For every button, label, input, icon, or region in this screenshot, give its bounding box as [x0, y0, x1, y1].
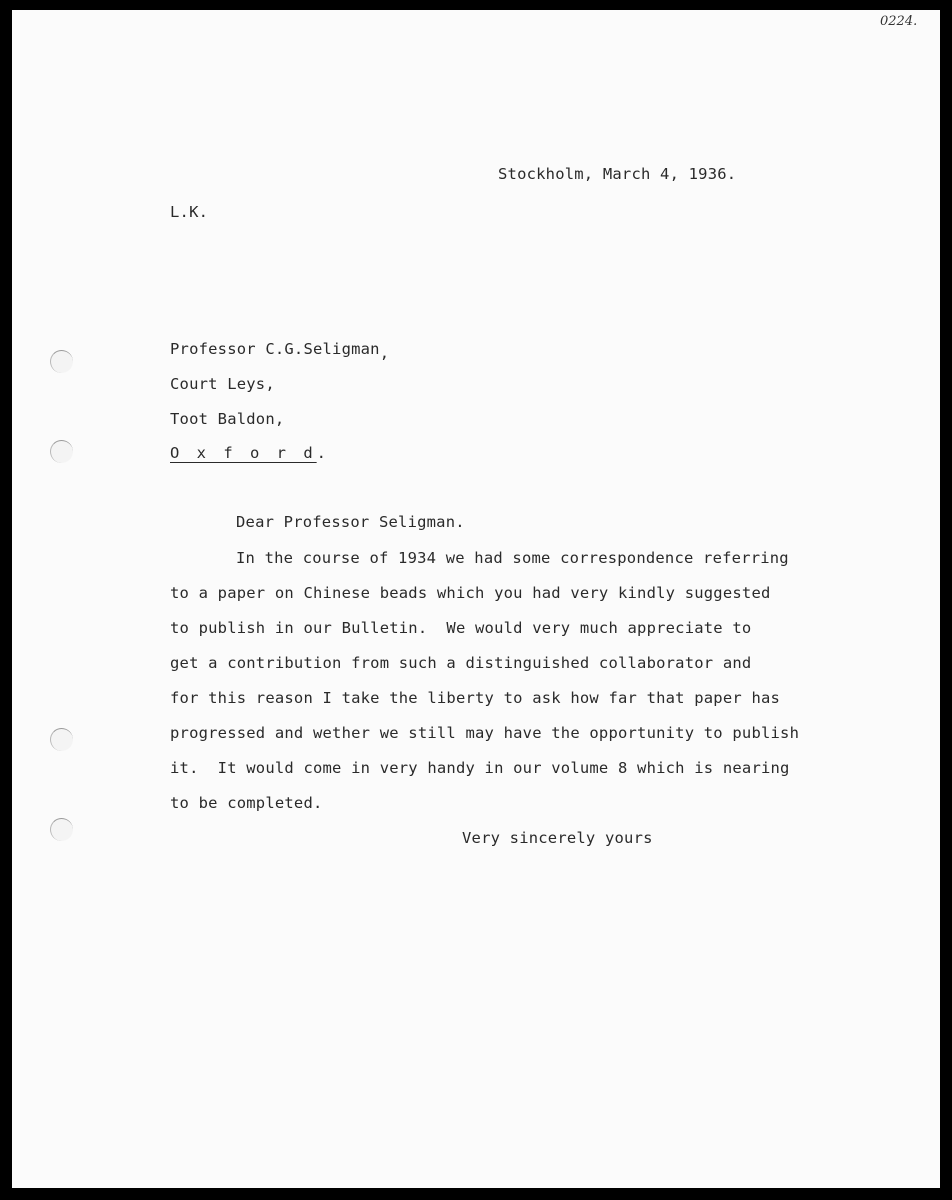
punch-hole [50, 818, 73, 841]
punch-hole [50, 440, 73, 463]
letter-page [12, 10, 940, 1188]
recipient-name: Professor C.G.Seligman [170, 340, 380, 358]
body-line: it. It would come in very handy in our volume 8 which is nearing [170, 759, 790, 777]
salutation: Dear Professor Seligman. [236, 513, 465, 531]
recipient-locality: Toot Baldon, [170, 410, 285, 428]
body-line: In the course of 1934 we had some correspondence referring [236, 549, 789, 567]
date-line: Stockholm, March 4, 1936. [498, 165, 737, 183]
recipient-city-line [170, 444, 326, 462]
closing: Very sincerely yours [462, 829, 653, 847]
body-line: to publish in our Bulletin. We would very much appreciate to [170, 619, 752, 637]
punch-hole [50, 728, 73, 751]
body-line: to be completed. [170, 794, 323, 812]
punch-hole [50, 350, 73, 373]
recipient-street: Court Leys, [170, 375, 275, 393]
body-line: to a paper on Chinese beads which you had very kindly suggested [170, 584, 771, 602]
sender-initials: L.K. [170, 203, 209, 221]
recipient-city: O x f o r d [170, 444, 317, 462]
body-line: for this reason I take the liberty to ask how far that paper has [170, 689, 781, 707]
body-line: get a contribution from such a distinguished collaborator and [170, 654, 752, 672]
body-line: progressed and wether we still may have the opportunity to publish [170, 724, 800, 742]
recipient-name-line [170, 340, 390, 362]
recipient-name-punct: , [379, 344, 390, 362]
archive-number: 0224. [880, 14, 918, 29]
recipient-city-punct: . [316, 444, 327, 462]
